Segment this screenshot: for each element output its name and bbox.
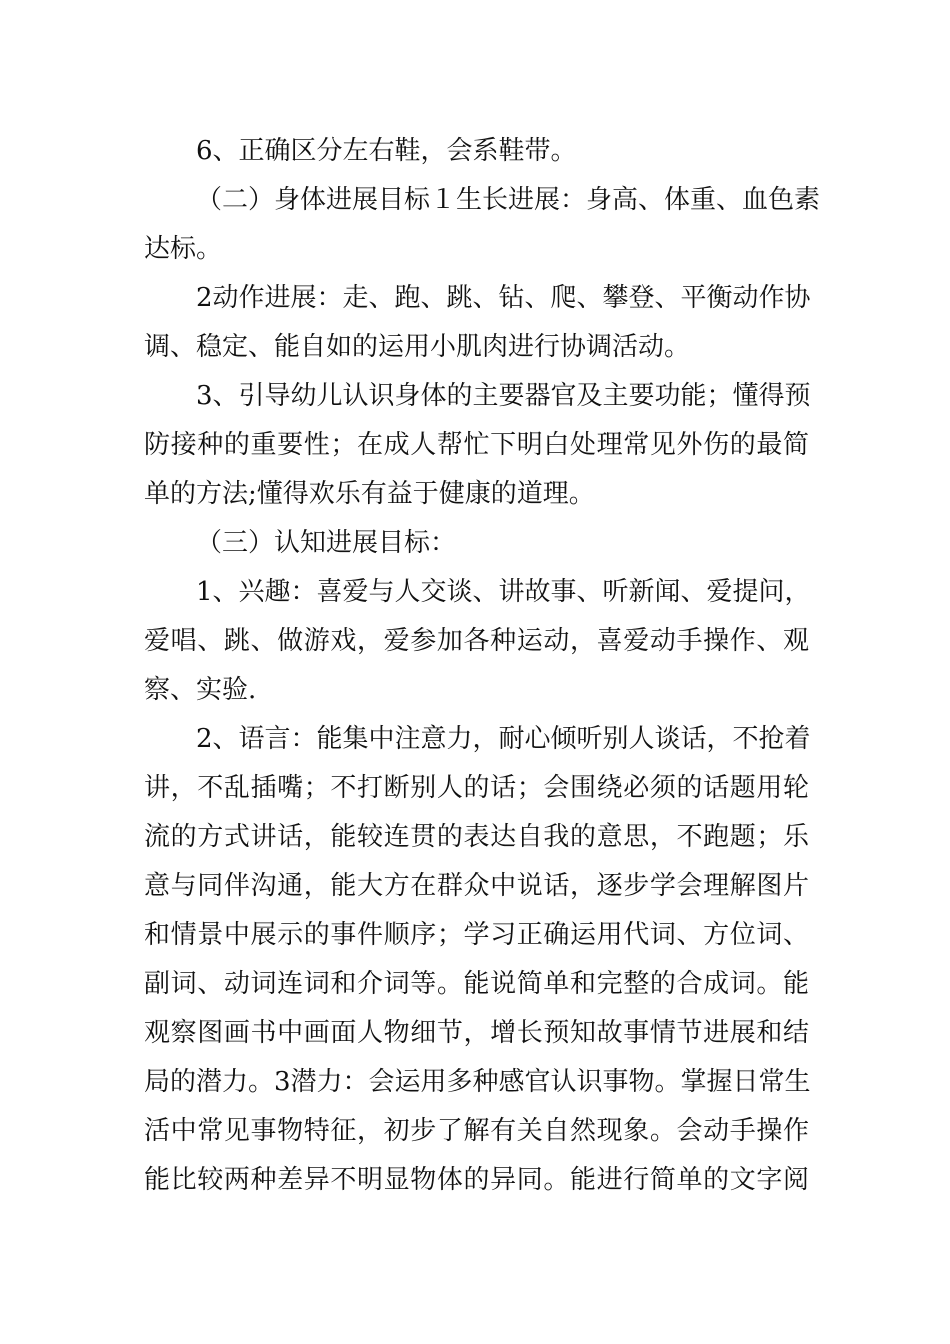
paragraph-line: 防接种的重要性；在成人帮忙下明白处理常见外伤的最简	[144, 430, 809, 460]
section-heading: （三）认知进展目标：	[196, 528, 457, 558]
paragraph-line: 达标。	[144, 234, 223, 264]
paragraph-line: 流的方式讲话，能较连贯的表达自我的意思，不跑题；乐	[144, 822, 809, 852]
paragraph-line: 局的潜力。3潜力：会运用多种感官认识事物。掌握日常生	[144, 1067, 811, 1097]
paragraph-line: （二）身体进展目标１生长进展：身高、体重、血色素	[196, 185, 821, 215]
paragraph-line: 3、引导幼儿认识身体的主要器官及主要功能；懂得预	[196, 381, 811, 411]
body-text	[144, 127, 821, 1205]
paragraph-line: 2动作进展：走、跑、跳、钻、爬、攀登、平衡动作协	[196, 283, 811, 313]
paragraph-line: 1、兴趣：喜爱与人交谈、讲故事、听新闻、爱提问，	[196, 577, 811, 607]
paragraph-line: 调、稳定、能自如的运用小肌肉进行协调活动。	[144, 332, 691, 362]
paragraph-line: 和情景中展示的事件顺序；学习正确运用代词、方位词、	[144, 920, 809, 950]
paragraph-line: 讲，不乱插嘴；不打断别人的话；会围绕必须的话题用轮	[144, 773, 809, 803]
paragraph-line: 能比较两种差异不明显物体的异同。能进行简单的文字阅	[144, 1165, 809, 1195]
paragraph-line: 副词、动词连词和介词等。能说简单和完整的合成词。能	[144, 969, 809, 999]
paragraph-line: 2、语言：能集中注意力，耐心倾听别人谈话，不抢着	[196, 724, 811, 754]
paragraph-line: 意与同伴沟通，能大方在群众中说话，逐步学会理解图片	[144, 871, 809, 901]
paragraph-line: 活中常见事物特征，初步了解有关自然现象。会动手操作	[144, 1116, 809, 1146]
paragraph-line: 单的方法;懂得欢乐有益于健康的道理。	[144, 479, 595, 509]
paragraph-line: 6、正确区分左右鞋，会系鞋带。	[196, 136, 577, 166]
paragraph-line: 爱唱、跳、做游戏，爱参加各种运动，喜爱动手操作、观	[144, 626, 809, 656]
paragraph-line: 观察图画书中画面人物细节，增长预知故事情节进展和结	[144, 1018, 809, 1048]
paragraph-line: 察、实验.	[144, 675, 257, 705]
